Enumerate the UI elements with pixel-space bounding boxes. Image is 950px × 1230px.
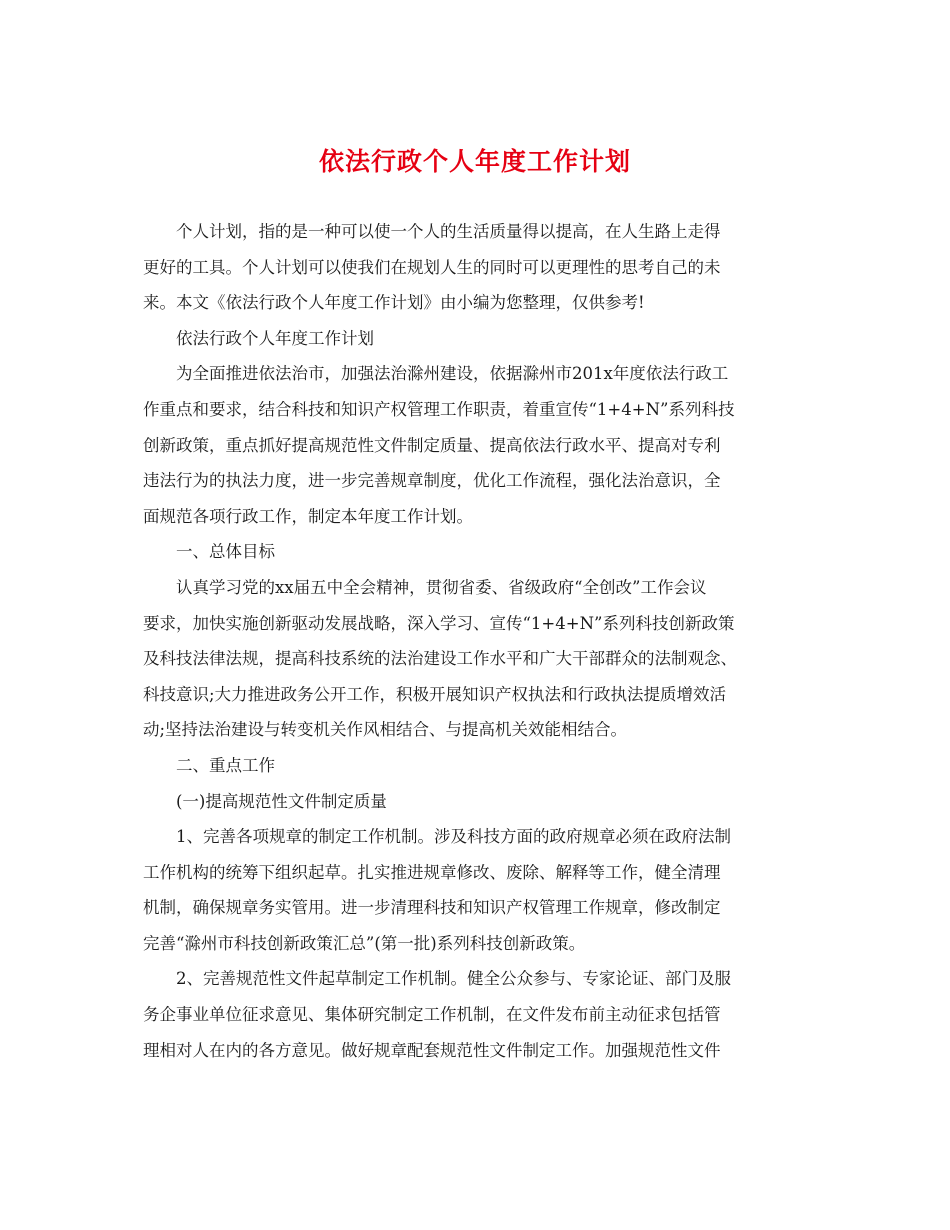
- paragraph-intro: [143, 214, 803, 321]
- paragraph-goal: [143, 570, 803, 748]
- text-line: 个人计划，指的是一种可以使一个人的生活质量得以提高，在人生路上走得: [176, 222, 721, 241]
- paragraph-item-2: [143, 961, 803, 1068]
- page-title: 依法行政个人年度工作计划: [318, 147, 631, 176]
- paragraph-heading-2: [143, 748, 803, 784]
- text-line: 认真学习党的xx届五中全会精神，贯彻省委、省级政府“全创改”工作会议: [176, 577, 707, 597]
- text-line: 创新政策，重点抓好提高规范性文件制定质量、提高依法行政水平、提高对专利: [143, 435, 721, 455]
- text-line: 完善“滁州市科技创新政策汇总”(第一批)系列科技创新政策。: [143, 933, 586, 953]
- text-line: 科技意识;大力推进政务公开工作，积极开展知识产权执法和行政执法提质增效活: [143, 684, 727, 704]
- text-line: 一、总体目标: [176, 542, 275, 562]
- text-line: 及科技法律法规，提高科技系统的法治建设工作水平和广大干部群众的法制观念、: [143, 649, 737, 669]
- text-line: 要求，加快实施创新驱动发展战略，深入学习、宣传“1+4+N”系列科技创新政策: [143, 613, 735, 633]
- paragraph-heading-2-1: [143, 784, 803, 820]
- text-line: (一)提高规范性文件制定质量: [176, 791, 387, 811]
- text-line: 机制，确保规章务实管用。进一步清理科技和知识产权管理工作规章，修改制定: [143, 898, 721, 918]
- text-line: 作重点和要求，结合科技和知识产权管理工作职责，着重宣传“1+4+N”系列科技: [143, 399, 735, 419]
- text-line: 工作机构的统筹下组织起草。扎实推进规章修改、废除、解释等工作，健全清理: [143, 862, 721, 882]
- text-line: 面规范各项行政工作，制定本年度工作计划。: [143, 506, 473, 526]
- text-line: 违法行为的执法力度，进一步完善规章制度，优化工作流程，强化法治意识，全: [143, 471, 721, 491]
- paragraph-subtitle: [143, 321, 803, 357]
- text-line: 2、完善规范性文件起草制定工作机制。健全公众参与、专家论证、部门及服: [176, 969, 731, 989]
- paragraph-heading-1: [143, 534, 803, 570]
- paragraph-preface: [143, 356, 803, 534]
- paragraph-item-1: [143, 819, 803, 961]
- text-line: 依法行政个人年度工作计划: [176, 328, 374, 348]
- text-line: 1、完善各项规章的制定工作机制。涉及科技方面的政府规章必须在政府法制: [176, 827, 731, 847]
- text-line: 动;坚持法治建设与转变机关作风相结合、与提高机关效能相结合。: [143, 720, 628, 740]
- document-body: [143, 214, 803, 1068]
- text-line: 来。本文《依法行政个人年度工作计划》由小编为您整理，仅供参考!: [143, 293, 645, 313]
- text-line: 二、重点工作: [176, 755, 275, 775]
- text-line: 为全面推进依法治市，加强法治滁州建设，依据滁州市201x年度依法行政工: [176, 364, 729, 384]
- text-line: 理相对人在内的各方意见。做好规章配套规范性文件制定工作。加强规范性文件: [143, 1040, 721, 1060]
- text-line: 务企事业单位征求意见、集体研究制定工作机制，在文件发布前主动征求包括管: [143, 1005, 721, 1025]
- text-line: 更好的工具。个人计划可以使我们在规划人生的同时可以更理性的思考自己的未: [143, 257, 721, 277]
